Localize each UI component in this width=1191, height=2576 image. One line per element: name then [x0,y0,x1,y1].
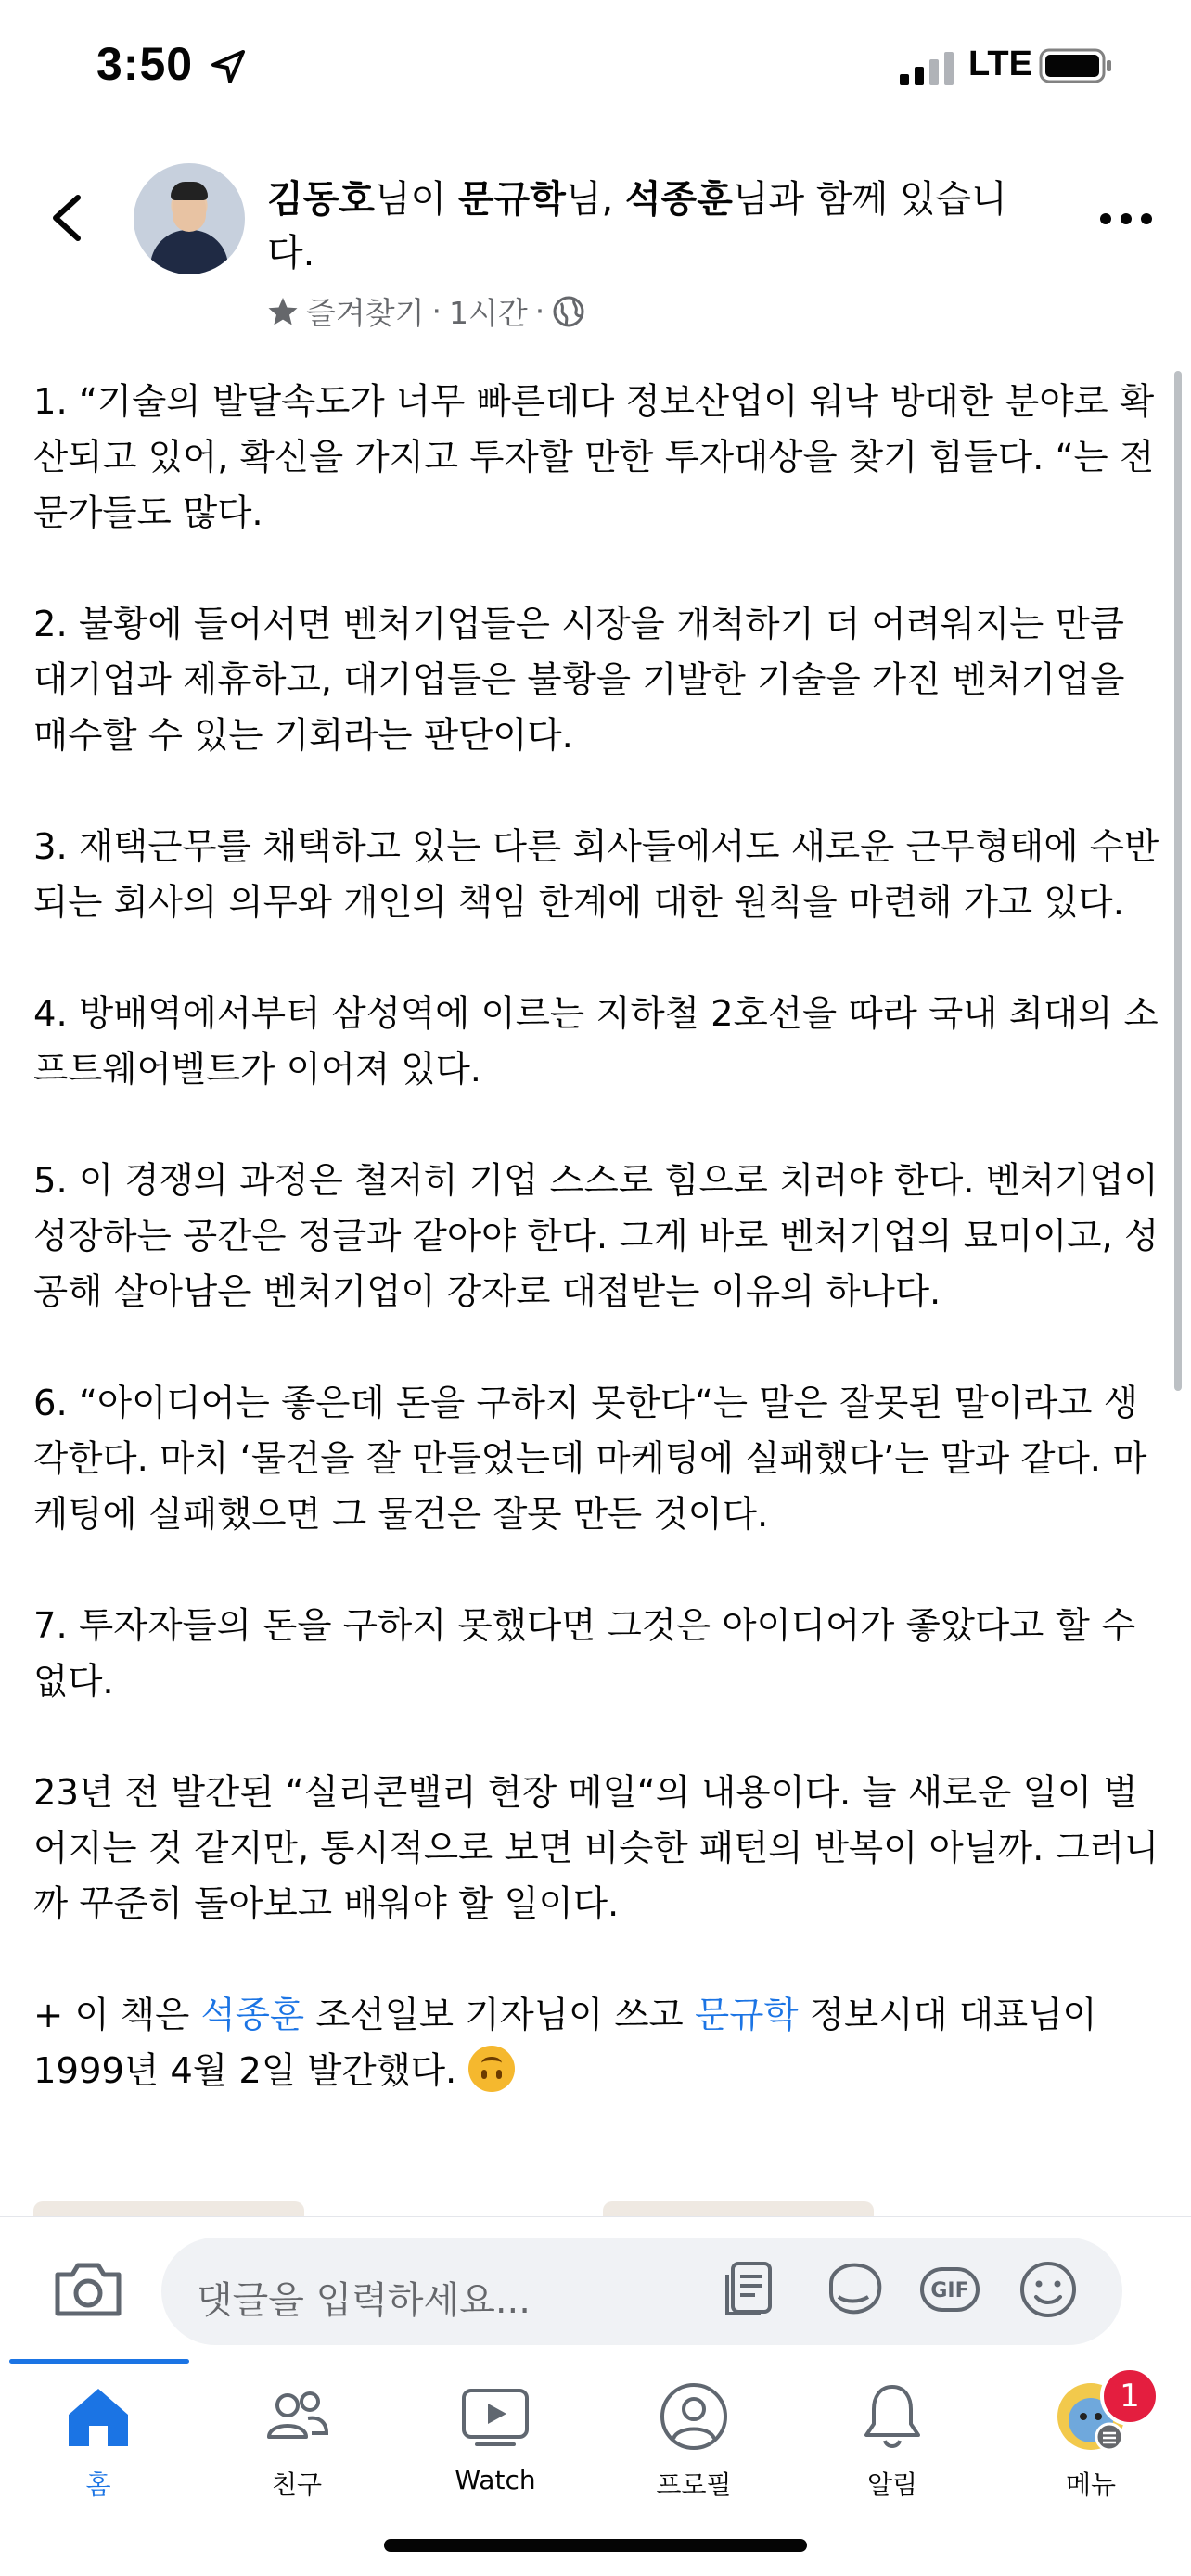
tab-watch[interactable]: Watch [421,2379,570,2500]
network-type: LTE [968,45,1032,83]
back-arrow-icon[interactable] [46,190,87,246]
friends-icon [260,2379,334,2454]
post-paragraph: 3. 재택근무를 채택하고 있는 다른 회사들에서도 새로운 근무형태에 수반되는 회사의 의무와 개인의 책임 한계에 대한 원칙을 마련해 가고 있다. [33,826,1159,924]
comment-input[interactable] [161,2238,1122,2345]
author-avatar[interactable] [134,163,245,274]
avatar-sticker-icon[interactable] [822,2256,889,2323]
cellular-signal-icon [900,52,959,85]
post-closing: + 이 책은 석종훈 조선일보 기자님이 쓰고 문규학 정보시대 대표님이 1999년 4월 2일 발간했다. [33,1995,1097,2092]
watch-video-icon [458,2379,532,2454]
more-options-icon[interactable] [1098,211,1154,226]
comment-placeholder: 댓글을 입력하세요... [197,2279,531,2322]
active-tab-indicator [9,2359,189,2364]
scrollbar[interactable] [1174,371,1182,1391]
post-author-line: 김동호님이 문규학님, 석종훈님과 함께 있습니다. [267,178,1007,274]
profile-icon [657,2379,731,2454]
globe-icon [552,295,585,328]
svg-text:GIF: GIF [930,2279,969,2302]
favorites-label: 즐겨찾기 [306,295,425,331]
post-paragraph: 5. 이 경쟁의 과정은 철저히 기업 스스로 힘으로 치러야 한다. 벤처기업이 성장하는 공간은 정글과 같아야 한다. 그게 바로 벤처기업의 묘미이고, 성공해 살아남은 벤처기업이 강자로 대접받는 이유의 하나다. [33,1160,1159,1313]
tab-home[interactable]: 홈 [24,2379,173,2500]
author-name[interactable]: 김동호 [267,178,375,221]
post-paragraph: 2. 불황에 들어서면 벤처기업들은 시장을 개척하기 더 어려워지는 만큼 대기업과 제휴하고, 대기업들은 불황을 기발한 기술을 가진 벤처기업을 매수할 수 있는 기회라는 판단이다. [33,604,1125,757]
upside-down-face-emoji-icon [468,2046,515,2092]
mention-link-1[interactable]: 석종훈 [200,1995,305,2036]
status-time: 3:50 [96,38,194,90]
post-meta: 즐겨찾기 · 1시간 · [267,289,585,333]
comment-composer [0,2216,1191,2356]
tab-profile[interactable]: 프로필 [620,2379,768,2500]
home-indicator[interactable] [384,2539,807,2552]
battery-icon [1039,48,1113,83]
star-icon [267,296,299,327]
notification-badge: 1 [1100,2366,1159,2426]
tagged-person-2[interactable]: 석종훈 [624,178,733,221]
bell-icon [855,2379,929,2454]
post-body [33,375,1165,2099]
gif-icon[interactable] [916,2256,983,2323]
tab-friends[interactable]: 친구 [223,2379,371,2500]
location-arrow-icon [210,48,247,85]
status-bar [0,0,1191,139]
emoji-smile-icon[interactable] [1015,2256,1082,2323]
post-paragraph: 4. 방배역에서부터 삼성역에 이르는 지하철 2호선을 따라 국내 최대의 소프트웨어벨트가 이어져 있다. [33,993,1159,1090]
post-paragraph: 1. “기술의 발달속도가 너무 빠른데다 정보산업이 워낙 방대한 분야로 확산되고 있어, 확신을 가지고 투자할 만한 투자대상을 찾기 힘들다. “는 전문가들도 많다. [33,381,1155,534]
tab-menu[interactable]: 메뉴 [1017,2379,1165,2500]
camera-icon[interactable] [52,2260,124,2319]
post-paragraph: 6. “아이디어는 좋은데 돈을 구하지 못한다“는 말은 잘못된 말이라고 생각한다. 마치 ‘물건을 잘 만들었는데 마케팅에 실패했다’는 말과 같다. 마케팅에 실패했으면 그 물건은 잘못 만든 것이다. [33,1383,1147,1536]
home-icon [61,2379,135,2454]
post-timestamp[interactable]: 1시간 [449,295,528,331]
tab-notifications[interactable]: 알림 [818,2379,967,2500]
tagged-person-1[interactable]: 문규학 [457,178,566,221]
post-paragraph: 23년 전 발간된 “실리콘밸리 현장 메일“의 내용이다. 늘 새로운 일이 벌어지는 것 같지만, 통시적으로 보면 비슷한 패턴의 반복이 아닐까. 그러니까 꾸준히 돌아보고 배워야 할 일이다. [33,1772,1159,1925]
post-paragraph: 7. 투자자들의 돈을 구하지 못했다면 그것은 아이디어가 좋았다고 할 수 없다. [33,1605,1136,1702]
mention-link-2[interactable]: 문규학 [695,1995,799,2036]
sticker-note-icon[interactable] [720,2256,787,2323]
